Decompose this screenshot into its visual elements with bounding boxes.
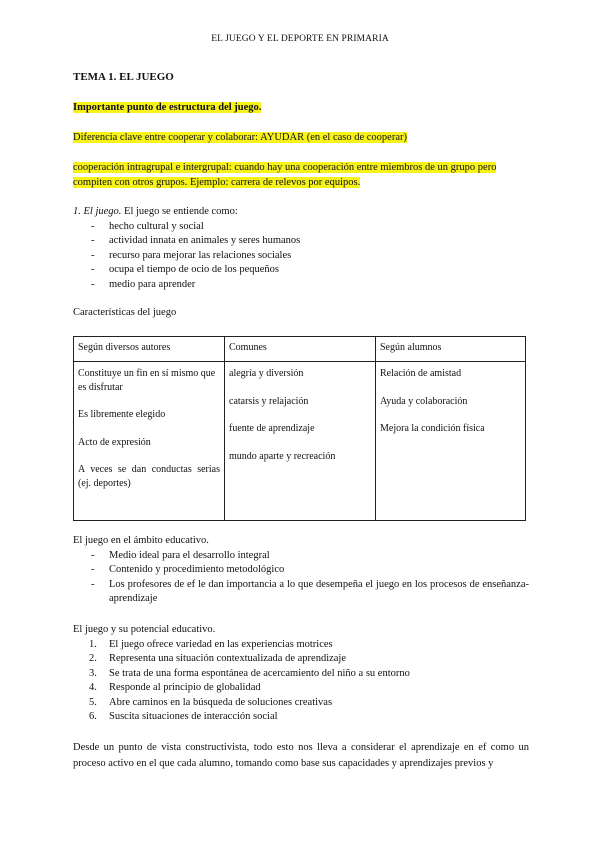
page-title: TEMA 1. EL JUEGO [73,71,174,83]
cell-item: catarsis y relajación [229,395,309,407]
table-header: Según alumnos [376,337,526,362]
characteristics-title: Características del juego [73,307,177,318]
list-item: - actividad innata en animales y seres humanos [73,234,529,249]
cell-item: mundo aparte y recreación [229,450,336,462]
list-item: - hecho cultural y social [73,220,529,235]
item-number: 1. [89,638,97,650]
cell-item: Es libremente elegido [78,409,166,420]
cell-item: Constituye un fin en sí mismo que es disfrutar [78,368,216,393]
important-text: Importante punto de estructura del juego. [73,102,262,113]
characteristics-table [73,336,526,521]
table-cell-autores [74,362,225,521]
list-item [73,652,529,667]
cell-item: Ayuda y colaboración [380,395,468,407]
section-label: 1. El juego. [73,206,122,217]
cell-item: Acto de expresión [78,436,151,448]
educational-section [73,534,529,607]
list-item: - Contenido y procedimiento metodológico [73,563,529,578]
table-cell-comunes [225,362,376,521]
item-text: Se trata de una forma espontánea de acercamiento del niño a su entorno [109,667,410,679]
item-number: 5. [89,696,97,708]
cell-item: fuente de aprendizaje [229,423,315,434]
educational-title: El juego en el ámbito educativo. [73,535,209,546]
item-text: Responde al principio de globalidad [109,682,261,693]
item-text: Representa una situación contextualizada de aprendizaje [109,653,347,664]
difference-text: Diferencia clave entre cooperar y colaborar: AYUDAR (en el caso de cooperar) [73,132,407,143]
difference-note [73,131,529,146]
table-cell-alumnos [376,362,526,521]
cell-item: A veces se dan conductas serias (ej. deportes) [78,464,220,489]
cell-item: Relación de amistad [380,368,462,379]
list-item [73,696,529,711]
cooperation-text: cooperación intragrupal e intergrupal: cuando hay una cooperación entre miembros de un grupo pero compiten con otros grupos. Ejemplo: carrera de relevos por equipos. [73,162,497,188]
item-text: El juego ofrece variedad en las experiencias motrices [109,638,333,650]
table-row [74,362,526,521]
list-item: - Medio ideal para el desarrollo integral [73,549,529,564]
section-intro [73,205,529,220]
list-item: - recurso para mejorar las relaciones sociales [73,249,529,264]
definition-list [73,220,529,293]
list-item: - ocupa el tiempo de ocio de los pequeños [73,263,529,278]
section-el-juego [73,205,529,292]
list-item [73,638,529,653]
table-header: Comunes [225,337,376,362]
list-item [73,710,529,725]
item-number: 6. [89,711,97,722]
item-text: Abre caminos en la búsqueda de soluciones creativas [109,696,333,708]
page-header: EL JUEGO Y EL DEPORTE EN PRIMARIA [211,34,389,44]
list-item: - Los profesores de ef le dan importancia a lo que desempeña el juego en los procesos de enseñanza-aprendizaje [73,578,529,607]
cooperation-note [73,161,529,190]
potential-title: El juego y su potencial educativo. [73,624,216,635]
list-item [73,667,529,682]
closing-paragraph: Desde un punto de vista constructivista, todo esto nos lleva a considerar el aprendizaje en ef como un proceso activo en el que cada alumno, tomando como base sus capacidades y aprendizajes previos y [73,742,529,769]
potential-section [73,623,529,725]
potential-list [73,638,529,725]
item-number: 2. [89,653,97,664]
important-note [73,101,529,116]
table-header-row [74,337,526,362]
list-item: - medio para aprender [73,278,529,293]
cell-item: Mejora la condición física [380,423,485,434]
cell-item: alegría y diversión [229,368,304,379]
list-item [73,681,529,696]
item-number: 3. [89,667,97,679]
educational-list [73,549,529,607]
table-header: Según diversos autores [74,337,225,362]
item-text: Suscita situaciones de interacción social [109,711,278,722]
item-number: 4. [89,682,97,693]
section-intro-text: El juego se entiende como: [121,206,238,217]
